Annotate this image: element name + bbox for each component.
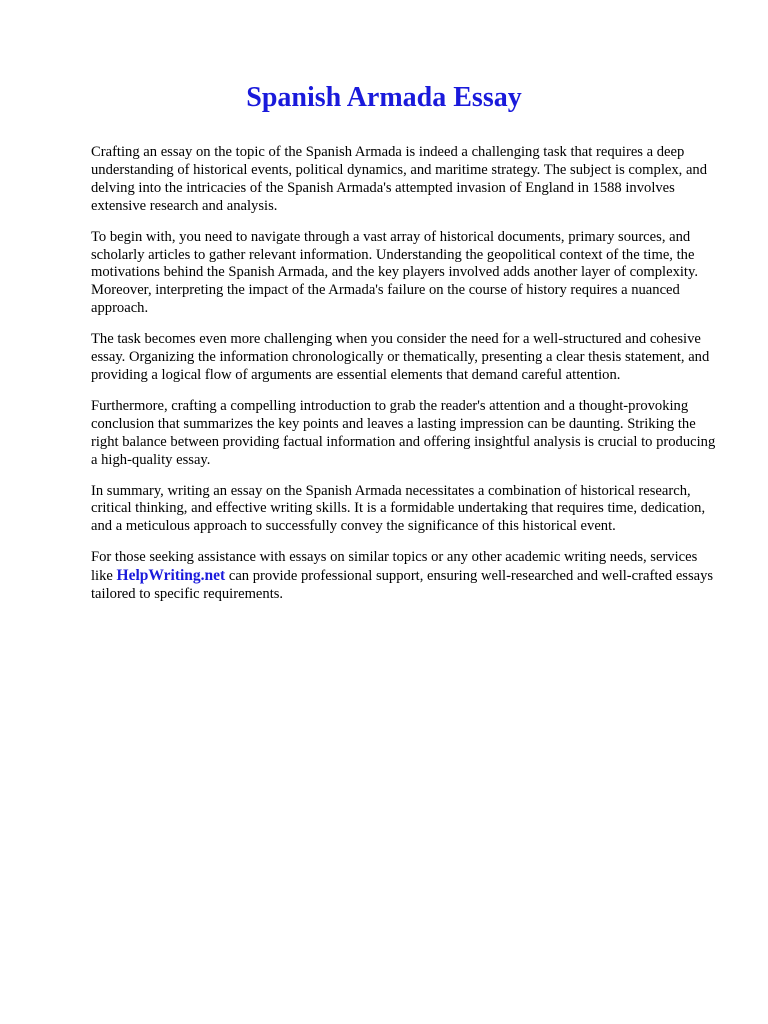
assistance-text-before: For those seeking assistance with essays on similar topics or any other academic writing needs, services like [91, 549, 698, 585]
paragraph-research: To begin with, you need to navigate through a vast array of historical documents, primary sources, and scholarly articles to gather relevant information. Understanding the geopolitical context of the time, the motivations behind the Spanish Armada, and the key players involved adds another layer of complexity. Moreover, interpreting the impact of the Armada's failure on the course of history requires a nuanced approach. [91, 228, 698, 317]
paragraph-intro-conclusion: Furthermore, crafting a compelling introduction to grab the reader's attention and a thought-provoking conclusion that summarizes the key points and leaves a lasting impression can be daunting. Striking the right balance between providing factual information and offering insightful analysis is crucial to producing a high-quality essay. [91, 397, 716, 468]
paragraph-assistance [91, 549, 720, 604]
document-title: Spanish Armada Essay [246, 82, 522, 113]
assistance-text-after: can provide professional support, ensuring well-researched and well-crafted essays tailored to specific requirements. [91, 568, 714, 603]
paragraph-intro: Crafting an essay on the topic of the Spanish Armada is indeed a challenging task that requires a deep understanding of historical events, political dynamics, and maritime strategy. The subject is complex, and delving into the intricacies of the Spanish Armada's attempted invasion of England in 1588 involves extensive research and analysis. [91, 144, 708, 214]
paragraph-summary: In summary, writing an essay on the Spanish Armada necessitates a combination of historical research, critical thinking, and effective writing skills. It is a formidable undertaking that requires time, dedication, and a meticulous approach to successfully convey the significance of this historical event. [91, 482, 706, 535]
helpwriting-link[interactable]: HelpWriting.net [116, 567, 226, 585]
paragraph-structure: The task becomes even more challenging when you consider the need for a well-structured and cohesive essay. Organizing the information chronologically or thematically, presenting a clear thesis statement, and providing a logical flow of arguments are essential elements that demand careful attention. [91, 331, 710, 383]
